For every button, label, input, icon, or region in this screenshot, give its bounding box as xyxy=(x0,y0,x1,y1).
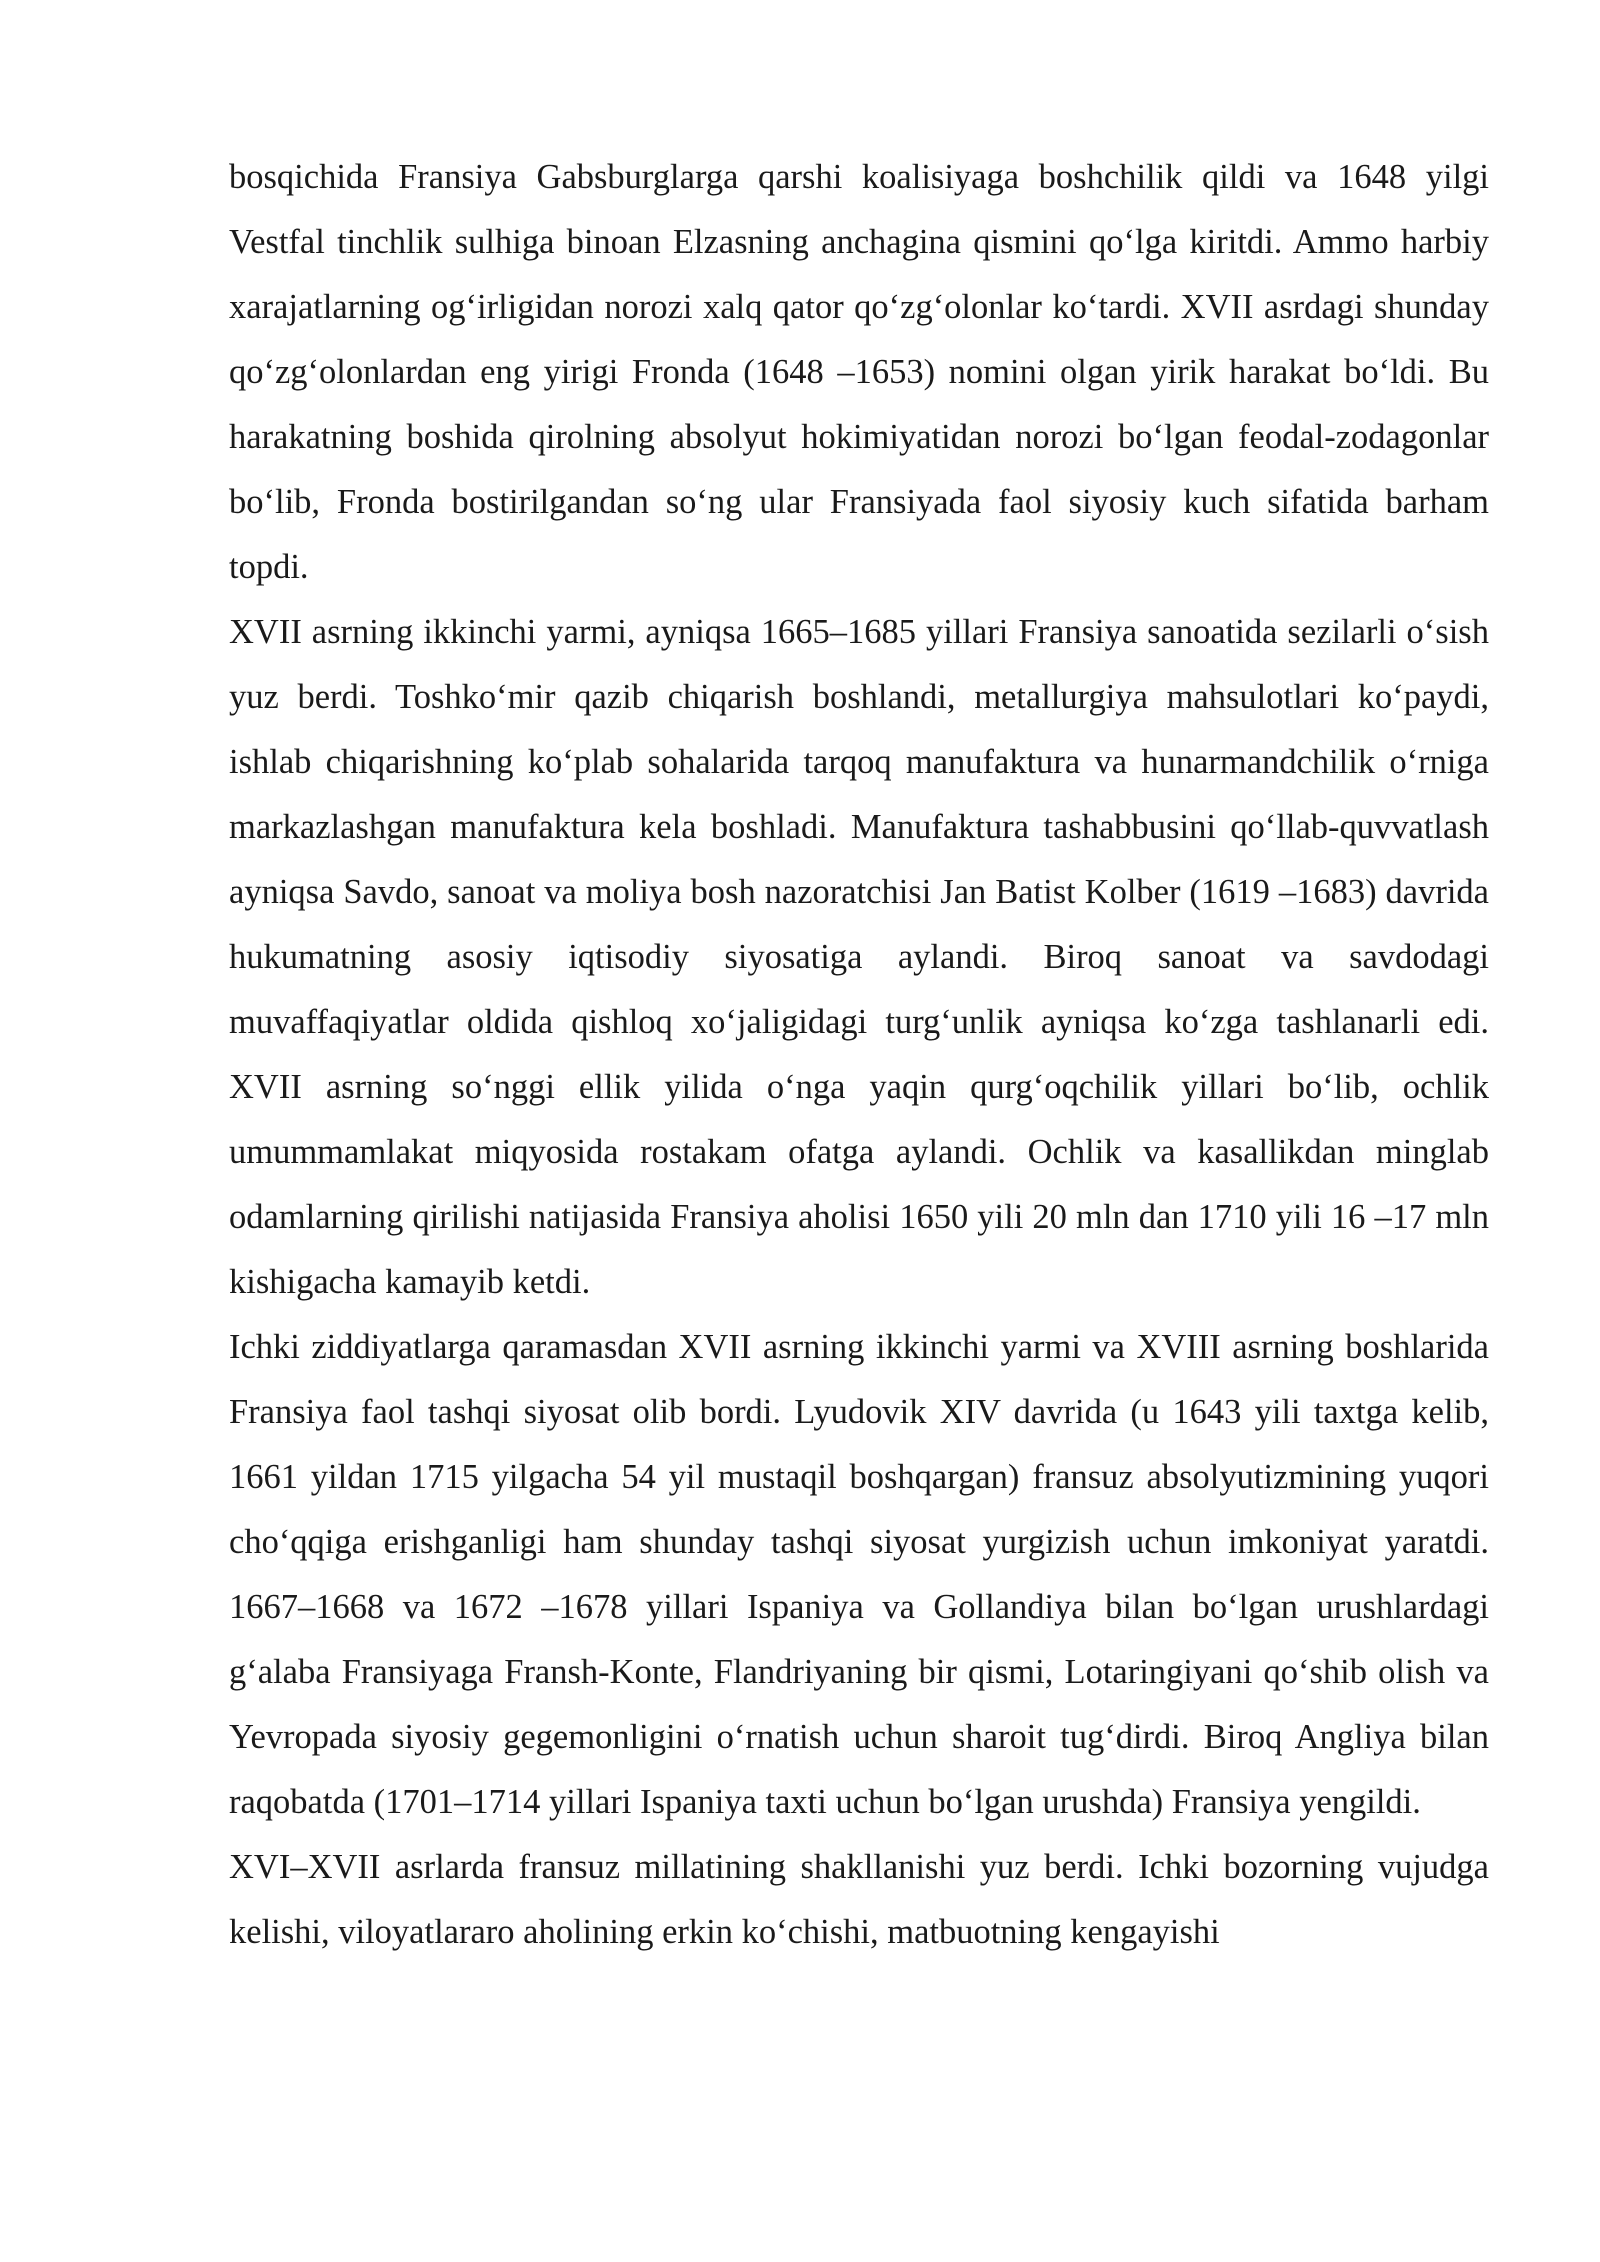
paragraph-1: bosqichida Fransiya Gabsburglarga qarshi koalisiyaga boshchilik qildi va 1648 yilgi Vestfal tinchlik sulhiga binoan Elzasning anchagina qismini qo‘lga kiritdi. Ammo harbiy xarajatlarning og‘irligidan norozi xalq qator qo‘zg‘olonlar ko‘tardi. XVII asrdagi shunday qo‘zg‘olonlardan eng yirigi Fronda (1648 –1653) nomini olgan yirik harakat bo‘ldi. Bu harakatning boshida qirolning absolyut hokimiyatidan norozi bo‘lgan feodal-zodagonlar bo‘lib, Fronda bostirilgandan so‘ng ular Fransiyada faol siyosiy kuch sifatida barham topdi. xyxy=(229,158,1489,586)
paragraph-2: XVII asrning ikkinchi yarmi, ayniqsa 1665–1685 yillari Fransiya sanoatida sezilarli o‘sish yuz berdi. Toshko‘mir qazib chiqarish boshlandi, metallurgiya mahsulotlari ko‘paydi, ishlab chiqarishning ko‘plab sohalarida tarqoq manufaktura va hunarmandchilik o‘rniga markazlashgan manufaktura kela boshladi. Manufaktura tashabbusini qo‘llab-quvvatlash ayniqsa Savdo, sanoat va moliya bosh nazoratchisi Jan Batist Kolber (1619 –1683) davrida hukumatning asosiy iqtisodiy siyosatiga aylandi. Biroq sanoat va savdodagi muvaffaqiyatlar oldida qishloq xo‘jaligidagi turg‘unlik ayniqsa ko‘zga tashlanarli edi. XVII asrning so‘nggi ellik yilida o‘nga yaqin qurg‘oqchilik yillari bo‘lib, ochlik umummamlakat miqyosida rostakam ofatga aylandi. Ochlik va kasallikdan minglab odamlarning qirilishi natijasida Fransiya aholisi 1650 yili 20 mln dan 1710 yili 16 –17 mln kishigacha kamayib ketdi. xyxy=(229,613,1489,1301)
paragraph-3: Ichki ziddiyatlarga qaramasdan XVII asrning ikkinchi yarmi va XVIII asrning boshlarida Fransiya faol tashqi siyosat olib bordi. Lyudovik XIV davrida (u 1643 yili taxtga kelib, 1661 yildan 1715 yilgacha 54 yil mustaqil boshqargan) fransuz absolyutizmining yuqori cho‘qqiga erishganligi ham shunday tashqi siyosat yurgizish uchun imkoniyat yaratdi. 1667–1668 va 1672 –1678 yillari Ispaniya va Gollandiya bilan bo‘lgan urushlardagi g‘alaba Fransiyaga Fransh-Konte, Flandriyaning bir qismi, Lotaringiyani qo‘shib olish va Yevropada siyosiy gegemonligini o‘rnatish uchun sharoit tug‘dirdi. Biroq Angliya bilan raqobatda (1701–1714 yillari Ispaniya taxti uchun bo‘lgan urushda) Fransiya yengildi. xyxy=(229,1328,1489,1821)
paragraph-4: XVI–XVII asrlarda fransuz millatining shakllanishi yuz berdi. Ichki bozorning vujudga kelishi, viloyatlararo aholining erkin ko‘chishi, matbuotning kengayishi xyxy=(229,1848,1489,1951)
body-text xyxy=(229,145,1489,1965)
